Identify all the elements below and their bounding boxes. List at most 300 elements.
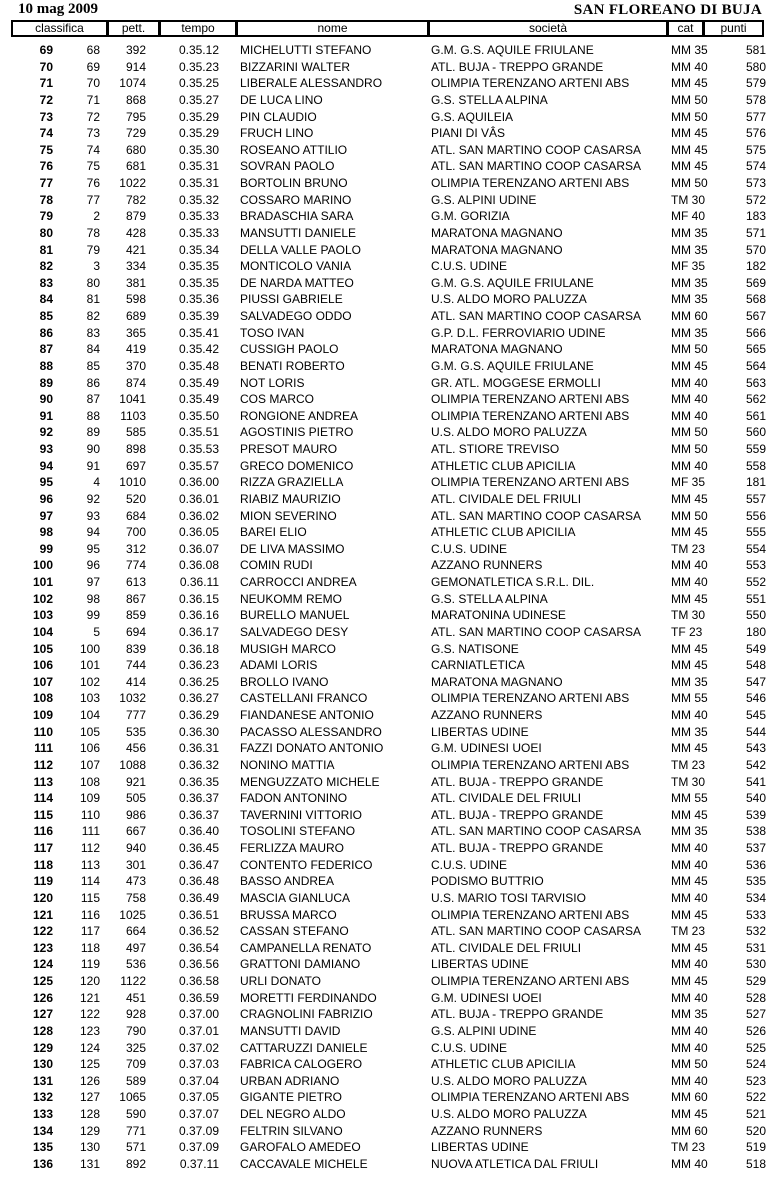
points-cell: 558 [746, 458, 767, 473]
position-cell: 95 [39, 475, 53, 490]
table-row [0, 840, 775, 857]
club-cell: OLIMPIA TERENZANO ARTENI ABS [431, 76, 630, 91]
time-cell: 0.37.01 [178, 1023, 219, 1038]
table-row [0, 823, 775, 840]
bib-number-cell: 892 [125, 1156, 146, 1171]
athlete-name-cell: ROSEANO ATTILIO [240, 142, 348, 157]
club-cell: G.S. STELLA ALPINA [431, 591, 548, 606]
time-cell: 0.36.59 [178, 990, 219, 1005]
time-cell: 0.36.52 [178, 924, 219, 939]
position-cell: 88 [39, 358, 53, 373]
table-row [0, 907, 775, 924]
category-cell: MM 45 [671, 159, 708, 174]
table-row [0, 940, 775, 957]
bib-number-cell: 571 [125, 1140, 146, 1155]
category-cell: MM 45 [671, 126, 708, 141]
bib-number-cell: 312 [125, 541, 146, 556]
table-row [0, 607, 775, 624]
bib-number-cell: 709 [125, 1057, 146, 1072]
category-cell: MM 40 [671, 575, 708, 589]
table-row [0, 923, 775, 940]
points-cell: 529 [746, 974, 767, 988]
athlete-name-cell: ADAMI LORIS [240, 658, 318, 673]
club-cell: MARATONA MAGNANO [431, 674, 563, 689]
club-cell: U.S. ALDO MORO PALUZZA [431, 425, 587, 440]
points-cell: 580 [746, 59, 767, 74]
bib-number-cell: 598 [125, 292, 146, 307]
category-cell: MM 40 [671, 1023, 708, 1038]
table-row [0, 707, 775, 724]
time-cell: 0.36.47 [178, 857, 219, 872]
athlete-name-cell: MORETTI FERDINANDO [240, 990, 377, 1005]
bib-number-cell: 744 [125, 658, 146, 673]
table-row [0, 541, 775, 558]
category-position-cell: 112 [80, 841, 100, 855]
time-cell: 0.36.18 [178, 641, 219, 656]
category-cell: MM 40 [671, 59, 708, 74]
club-cell: G.M. G.S. AQUILE FRIULANE [431, 43, 594, 57]
athlete-name-cell: MION SEVERINO [240, 508, 337, 523]
bib-number-cell: 1032 [119, 691, 146, 706]
bib-number-cell: 874 [125, 375, 146, 390]
time-cell: 0.36.11 [179, 575, 219, 589]
club-cell: LIBERTAS UDINE [431, 724, 529, 739]
table-row [0, 1106, 775, 1123]
table-row [0, 873, 775, 890]
club-cell: C.U.S. UDINE [431, 857, 508, 872]
time-cell: 0.37.11 [179, 1156, 219, 1171]
category-position-cell: 109 [79, 791, 100, 806]
time-cell: 0.36.54 [178, 940, 219, 955]
table-row [0, 740, 775, 757]
category-cell: MM 35 [671, 242, 708, 257]
position-cell: 74 [39, 126, 53, 141]
category-position-cell: 5 [93, 624, 100, 639]
table-row [0, 774, 775, 791]
club-cell: OLIMPIA TERENZANO ARTENI ABS [431, 1090, 630, 1105]
athlete-name-cell: GAROFALO AMEDEO [240, 1140, 361, 1155]
category-cell: TM 30 [671, 192, 706, 207]
table-row [0, 375, 775, 392]
club-cell: AZZANO RUNNERS [431, 558, 543, 573]
category-cell: TF 23 [671, 624, 703, 639]
club-cell: OLIMPIA TERENZANO ARTENI ABS [431, 974, 630, 988]
points-cell: 538 [746, 824, 767, 839]
position-cell: 69 [39, 43, 53, 57]
category-cell: MM 45 [671, 907, 708, 922]
category-cell: MM 35 [671, 275, 708, 290]
category-cell: MM 40 [671, 375, 708, 390]
athlete-name-cell: URLI DONATO [240, 974, 321, 988]
points-cell: 550 [746, 608, 767, 623]
position-cell: 129 [32, 1040, 53, 1055]
table-row [0, 1006, 775, 1023]
points-cell: 537 [746, 841, 767, 855]
category-position-cell: 80 [86, 275, 100, 290]
athlete-name-cell: COSSARO MARINO [240, 192, 352, 207]
position-cell: 78 [39, 192, 53, 207]
table-row [0, 242, 775, 259]
position-cell: 71 [39, 76, 53, 91]
position-cell: 120 [32, 890, 53, 905]
athlete-name-cell: CONTENTO FEDERICO [240, 857, 373, 872]
athlete-name-cell: COMIN RUDI [240, 558, 313, 573]
time-cell: 0.37.09 [178, 1140, 219, 1155]
bib-number-cell: 456 [125, 741, 146, 756]
points-cell: 555 [746, 525, 767, 540]
table-row [0, 175, 775, 192]
table-row [0, 690, 775, 707]
club-cell: OLIMPIA TERENZANO ARTENI ABS [431, 691, 630, 706]
table-row [0, 441, 775, 458]
position-cell: 81 [39, 242, 53, 257]
category-position-cell: 100 [79, 641, 100, 656]
category-cell: MM 45 [671, 658, 708, 673]
category-position-cell: 89 [86, 425, 100, 440]
athlete-name-cell: DE NARDA MATTEO [240, 275, 354, 290]
time-cell: 0.35.34 [178, 242, 219, 257]
points-cell: 524 [746, 1057, 767, 1072]
bib-number-cell: 664 [125, 924, 146, 939]
club-cell: PODISMO BUTTRIO [431, 874, 544, 889]
category-position-cell: 102 [79, 674, 100, 689]
club-cell: AZZANO RUNNERS [431, 708, 543, 722]
table-row [0, 491, 775, 508]
category-position-cell: 104 [79, 708, 100, 722]
club-cell: OLIMPIA TERENZANO ARTENI ABS [431, 176, 630, 190]
athlete-name-cell: FADON ANTONINO [240, 791, 348, 806]
time-cell: 0.35.48 [178, 358, 219, 373]
points-cell: 568 [746, 292, 767, 307]
table-row [0, 674, 775, 691]
category-cell: MF 40 [671, 209, 706, 224]
athlete-name-cell: MENGUZZATO MICHELE [240, 774, 380, 789]
time-cell: 0.36.49 [178, 890, 219, 905]
header-societa: società [430, 22, 666, 35]
table-row [0, 807, 775, 824]
points-cell: 573 [746, 176, 767, 190]
bib-number-cell: 790 [125, 1023, 146, 1038]
table-row [0, 790, 775, 807]
category-position-cell: 120 [79, 974, 100, 988]
points-cell: 547 [746, 674, 767, 689]
time-cell: 0.35.31 [178, 159, 219, 174]
club-cell: G.S. ALPINI UDINE [431, 192, 537, 207]
athlete-name-cell: TAVERNINI VITTORIO [240, 807, 363, 822]
points-cell: 560 [746, 425, 767, 440]
time-cell: 0.35.31 [178, 176, 219, 190]
time-cell: 0.36.17 [178, 624, 219, 639]
position-cell: 84 [39, 292, 53, 307]
category-position-cell: 76 [86, 176, 100, 190]
position-cell: 124 [32, 957, 53, 972]
bib-number-cell: 365 [125, 325, 146, 340]
position-cell: 79 [39, 209, 53, 224]
category-position-cell: 79 [86, 242, 100, 257]
bib-number-cell: 839 [125, 641, 146, 656]
time-cell: 0.35.51 [178, 425, 219, 440]
club-cell: ATL. SAN MARTINO COOP CASARSA [431, 824, 642, 839]
club-cell: ATL. SAN MARTINO COOP CASARSA [431, 924, 642, 939]
category-cell: MM 40 [671, 408, 708, 423]
category-position-cell: 68 [86, 43, 100, 57]
table-row [0, 59, 775, 76]
athlete-name-cell: TOSO IVAN [240, 325, 305, 340]
category-position-cell: 122 [79, 1007, 100, 1022]
points-cell: 523 [746, 1073, 767, 1088]
time-cell: 0.35.33 [178, 209, 219, 224]
category-position-cell: 129 [79, 1123, 100, 1138]
category-cell: MM 55 [671, 691, 708, 706]
position-cell: 114 [33, 791, 53, 806]
table-row [0, 1139, 775, 1156]
time-cell: 0.36.51 [178, 907, 219, 922]
points-cell: 563 [746, 375, 767, 390]
table-row [0, 458, 775, 475]
category-cell: MM 60 [671, 1123, 708, 1138]
athlete-name-cell: CRAGNOLINI FABRIZIO [240, 1007, 373, 1022]
position-cell: 87 [39, 342, 53, 357]
category-position-cell: 94 [86, 525, 100, 540]
table-row [0, 391, 775, 408]
bib-number-cell: 392 [125, 43, 146, 57]
category-cell: MM 40 [671, 1156, 708, 1171]
category-position-cell: 95 [86, 541, 100, 556]
bib-number-cell: 879 [125, 209, 146, 224]
bib-number-cell: 414 [125, 674, 146, 689]
category-position-cell: 81 [86, 292, 100, 307]
position-cell: 83 [39, 275, 53, 290]
category-cell: MM 45 [671, 591, 708, 606]
position-cell: 126 [32, 990, 53, 1005]
club-cell: ATL. CIVIDALE DEL FRIULI [431, 791, 582, 806]
athlete-name-cell: CARROCCI ANDREA [240, 575, 357, 589]
bib-number-cell: 689 [125, 309, 146, 323]
bib-number-cell: 921 [125, 774, 146, 789]
table-row [0, 956, 775, 973]
athlete-name-cell: DE LUCA LINO [240, 92, 323, 107]
athlete-name-cell: BENATI ROBERTO [240, 358, 345, 373]
category-cell: MM 40 [671, 708, 708, 722]
position-cell: 131 [32, 1073, 53, 1088]
club-cell: U.S. ALDO MORO PALUZZA [431, 292, 587, 307]
time-cell: 0.36.25 [178, 674, 219, 689]
time-cell: 0.36.02 [178, 508, 219, 523]
time-cell: 0.36.08 [178, 558, 219, 573]
athlete-name-cell: PACASSO ALESSANDRO [240, 724, 382, 739]
club-cell: G.S. STELLA ALPINA [431, 92, 548, 107]
category-cell: MM 45 [671, 1107, 708, 1121]
table-header [11, 20, 764, 37]
club-cell: ATL. CIVIDALE DEL FRIULI [431, 491, 582, 506]
points-cell: 518 [746, 1156, 767, 1171]
category-position-cell: 118 [80, 940, 100, 955]
points-cell: 541 [746, 774, 767, 789]
category-position-cell: 86 [86, 375, 100, 390]
table-row [0, 973, 775, 990]
points-cell: 521 [746, 1107, 767, 1121]
bib-number-cell: 1103 [120, 408, 146, 423]
position-cell: 109 [32, 708, 53, 722]
time-cell: 0.35.23 [178, 59, 219, 74]
category-position-cell: 87 [86, 392, 100, 407]
category-cell: MM 40 [671, 957, 708, 972]
time-cell: 0.36.35 [178, 774, 219, 789]
athlete-name-cell: FERLIZZA MAURO [240, 841, 345, 855]
position-cell: 133 [32, 1107, 53, 1121]
category-position-cell: 75 [86, 159, 100, 174]
table-row [0, 474, 775, 491]
points-cell: 532 [746, 924, 767, 939]
club-cell: ATL. SAN MARTINO COOP CASARSA [431, 624, 642, 639]
category-cell: MM 50 [671, 342, 708, 357]
bib-number-cell: 774 [125, 558, 146, 573]
category-cell: MM 40 [671, 1073, 708, 1088]
time-cell: 0.36.37 [178, 807, 219, 822]
position-cell: 94 [39, 458, 53, 473]
bib-number-cell: 694 [125, 624, 146, 639]
position-cell: 96 [39, 491, 53, 506]
table-row [0, 524, 775, 541]
position-cell: 130 [32, 1057, 53, 1072]
bib-number-cell: 505 [125, 791, 146, 806]
athlete-name-cell: BROLLO IVANO [240, 674, 329, 689]
category-cell: TM 23 [671, 757, 706, 772]
table-row [0, 1156, 775, 1173]
athlete-name-cell: FRUCH LINO [240, 126, 314, 141]
athlete-name-cell: GRATTONI DAMIANO [240, 957, 361, 972]
position-cell: 80 [39, 225, 53, 240]
position-cell: 73 [39, 109, 53, 124]
time-cell: 0.36.45 [178, 841, 219, 855]
athlete-name-cell: CASSAN STEFANO [240, 924, 349, 939]
time-cell: 0.36.01 [178, 491, 219, 506]
bib-number-cell: 914 [125, 59, 146, 74]
category-position-cell: 115 [80, 890, 100, 905]
time-cell: 0.35.50 [178, 408, 219, 423]
bib-number-cell: 334 [125, 259, 146, 274]
club-cell: OLIMPIA TERENZANO ARTENI ABS [431, 392, 630, 407]
points-cell: 181 [746, 475, 767, 490]
category-position-cell: 119 [80, 957, 100, 972]
time-cell: 0.35.27 [178, 92, 219, 107]
bib-number-cell: 381 [125, 275, 146, 290]
category-cell: MM 45 [671, 641, 708, 656]
table-row [0, 508, 775, 525]
athlete-name-cell: CATTARUZZI DANIELE [240, 1040, 368, 1055]
table-row [0, 258, 775, 275]
bib-number-cell: 867 [125, 591, 146, 606]
athlete-name-cell: MASCIA GIANLUCA [240, 890, 351, 905]
category-cell: MM 45 [671, 525, 708, 540]
position-cell: 85 [39, 309, 53, 323]
time-cell: 0.37.09 [178, 1123, 219, 1138]
category-cell: MM 45 [671, 76, 708, 91]
bib-number-cell: 859 [125, 608, 146, 623]
points-cell: 534 [746, 890, 767, 905]
table-row [0, 857, 775, 874]
category-cell: MM 40 [671, 392, 708, 407]
table-row [0, 225, 775, 242]
category-cell: MM 40 [671, 558, 708, 573]
athlete-name-cell: DELLA VALLE PAOLO [240, 242, 361, 257]
category-position-cell: 69 [86, 59, 100, 74]
table-row [0, 358, 775, 375]
bib-number-cell: 758 [125, 890, 146, 905]
category-cell: MM 50 [671, 1057, 708, 1072]
position-cell: 132 [32, 1090, 53, 1105]
athlete-name-cell: NOT LORIS [240, 375, 305, 390]
category-cell: MM 40 [671, 990, 708, 1005]
time-cell: 0.36.27 [178, 691, 219, 706]
athlete-name-cell: MANSUTTI DANIELE [240, 225, 357, 240]
athlete-name-cell: BURELLO MANUEL [240, 608, 350, 623]
bib-number-cell: 589 [125, 1073, 146, 1088]
table-row [0, 208, 775, 225]
position-cell: 113 [33, 774, 53, 789]
bib-number-cell: 700 [125, 525, 146, 540]
time-cell: 0.35.35 [178, 259, 219, 274]
club-cell: G.M. G.S. AQUILE FRIULANE [431, 358, 594, 373]
category-position-cell: 85 [86, 358, 100, 373]
athlete-name-cell: FIANDANESE ANTONIO [240, 708, 374, 722]
category-cell: MM 35 [671, 824, 708, 839]
athlete-name-cell: MONTICOLO VANIA [240, 259, 352, 274]
category-position-cell: 131 [79, 1156, 100, 1171]
athlete-name-cell: BIZZARINI WALTER [240, 59, 351, 74]
page-header [0, 0, 775, 18]
table-row [0, 75, 775, 92]
points-cell: 542 [746, 757, 767, 772]
club-cell: ATL. BUJA - TREPPO GRANDE [431, 1007, 604, 1022]
category-position-cell: 73 [86, 126, 100, 141]
bib-number-cell: 729 [125, 126, 146, 141]
athlete-name-cell: MANSUTTI DAVID [240, 1023, 341, 1038]
club-cell: MARATONINA UDINESE [431, 608, 566, 623]
club-cell: MARATONA MAGNANO [431, 242, 563, 257]
club-cell: AZZANO RUNNERS [431, 1123, 543, 1138]
position-cell: 90 [39, 392, 53, 407]
club-cell: G.P. D.L. FERROVIARIO UDINE [431, 325, 606, 340]
bib-number-cell: 777 [125, 708, 146, 722]
club-cell: ATL. SAN MARTINO COOP CASARSA [431, 159, 642, 174]
bib-number-cell: 421 [125, 242, 146, 257]
points-cell: 552 [746, 575, 767, 589]
category-cell: MM 45 [671, 974, 708, 988]
time-cell: 0.37.00 [178, 1007, 219, 1022]
time-cell: 0.36.32 [178, 757, 219, 772]
position-cell: 125 [32, 974, 53, 988]
club-cell: G.M. UDINESI UOEI [431, 990, 542, 1005]
club-cell: ATL. BUJA - TREPPO GRANDE [431, 807, 604, 822]
header-nome: nome [238, 22, 427, 35]
position-cell: 104 [32, 624, 53, 639]
table-row [0, 1089, 775, 1106]
category-position-cell: 103 [79, 691, 100, 706]
category-cell: MM 50 [671, 176, 708, 190]
category-cell: MM 40 [671, 841, 708, 855]
category-cell: TM 30 [671, 774, 706, 789]
time-cell: 0.35.41 [178, 325, 219, 340]
category-cell: MM 35 [671, 674, 708, 689]
time-cell: 0.36.16 [178, 608, 219, 623]
points-cell: 549 [746, 641, 767, 656]
category-cell: MM 40 [671, 857, 708, 872]
category-position-cell: 117 [80, 924, 100, 939]
category-position-cell: 107 [79, 757, 100, 772]
bib-number-cell: 419 [125, 342, 146, 357]
table-row [0, 142, 775, 159]
